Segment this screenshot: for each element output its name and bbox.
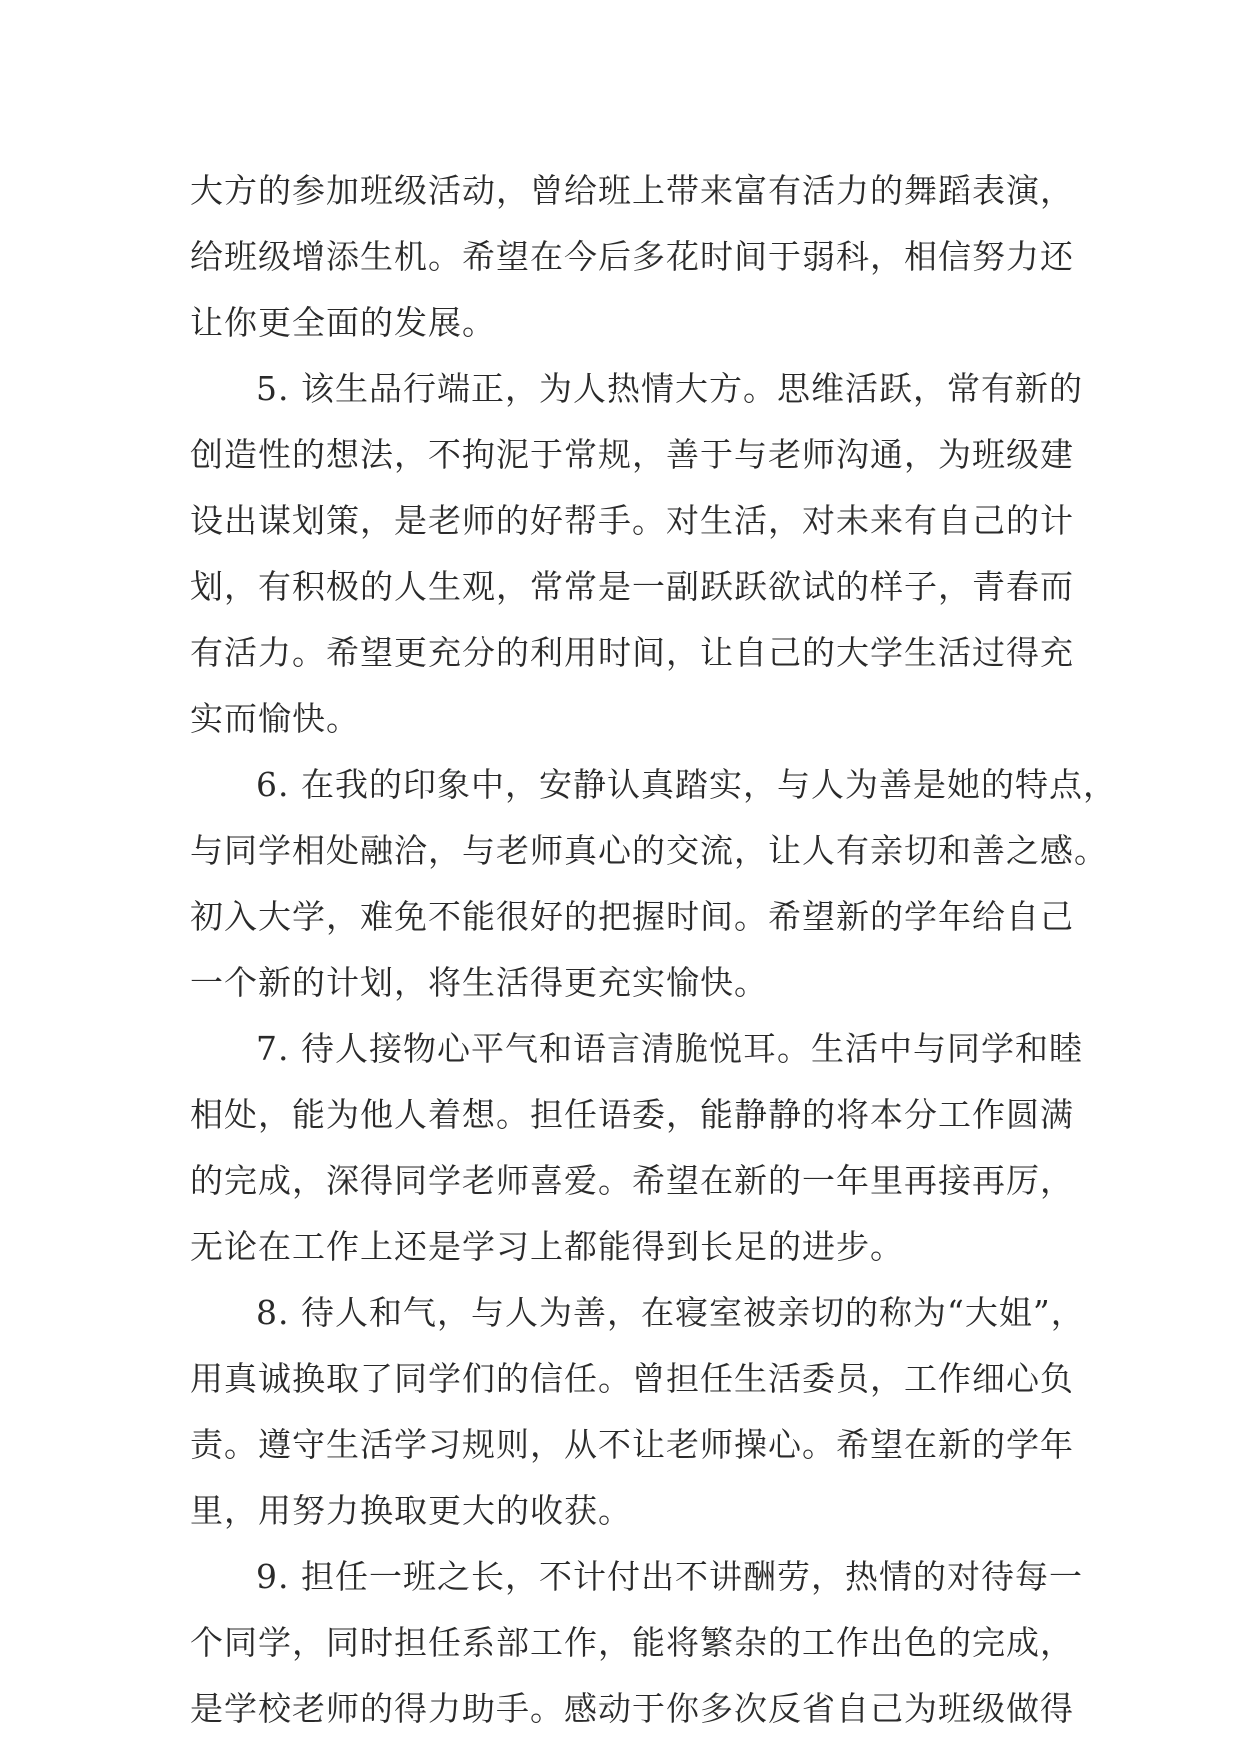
text-line: 一个新的计划，将生活得更充实愉快。	[190, 963, 768, 1002]
text-line: 相处，能为他人着想。担任语委，能静静的将本分工作圆满	[190, 1095, 1074, 1134]
paragraph-item-5	[190, 356, 1083, 752]
paragraph-item-7	[190, 1016, 1083, 1280]
text-line: 6. 在我的印象中，安静认真踏实，与人为善是她的特点，	[256, 765, 1117, 804]
paragraph-item-6	[190, 752, 1117, 1016]
text-line: 个同学，同时担任系部工作，能将繁杂的工作出色的完成，	[190, 1623, 1074, 1662]
text-line: 有活力。希望更充分的利用时间，让自己的大学生活过得充	[190, 633, 1074, 672]
paragraph-item-9	[190, 1544, 1083, 1742]
text-line: 的完成，深得同学老师喜爱。希望在新的一年里再接再厉，	[190, 1161, 1074, 1200]
document-body	[190, 158, 1117, 1742]
paragraph-continuation	[190, 158, 1074, 356]
paragraph-item-8	[190, 1280, 1085, 1544]
text-line: 里，用努力换取更大的收获。	[190, 1491, 632, 1530]
text-line: 实而愉快。	[190, 699, 360, 738]
text-line: 给班级增添生机。希望在今后多花时间于弱科，相信努力还	[190, 237, 1074, 276]
text-line: 用真诚换取了同学们的信任。曾担任生活委员，工作细心负	[190, 1359, 1074, 1398]
text-line: 划，有积极的人生观，常常是一副跃跃欲试的样子，青春而	[190, 567, 1074, 606]
text-line: 责。遵守生活学习规则，从不让老师操心。希望在新的学年	[190, 1425, 1074, 1464]
text-line: 9. 担任一班之长，不计付出不讲酬劳，热情的对待每一	[256, 1557, 1083, 1596]
text-line: 与同学相处融洽，与老师真心的交流，让人有亲切和善之感。	[190, 831, 1108, 870]
text-line: 设出谋划策，是老师的好帮手。对生活，对未来有自己的计	[190, 501, 1074, 540]
text-line: 创造性的想法，不拘泥于常规，善于与老师沟通，为班级建	[190, 435, 1074, 474]
text-line: 让你更全面的发展。	[190, 303, 496, 342]
text-line: 大方的参加班级活动，曾给班上带来富有活力的舞蹈表演，	[190, 171, 1074, 210]
text-line: 8. 待人和气，与人为善，在寝室被亲切的称为“大姐”，	[256, 1293, 1085, 1332]
text-line: 是学校老师的得力助手。感动于你多次反省自己为班级做得	[190, 1689, 1074, 1728]
text-line: 初入大学，难免不能很好的把握时间。希望新的学年给自己	[190, 897, 1074, 936]
text-line: 5. 该生品行端正，为人热情大方。思维活跃，常有新的	[256, 369, 1083, 408]
text-line: 7. 待人接物心平气和语言清脆悦耳。生活中与同学和睦	[256, 1029, 1083, 1068]
text-line: 无论在工作上还是学习上都能得到长足的进步。	[190, 1227, 904, 1266]
